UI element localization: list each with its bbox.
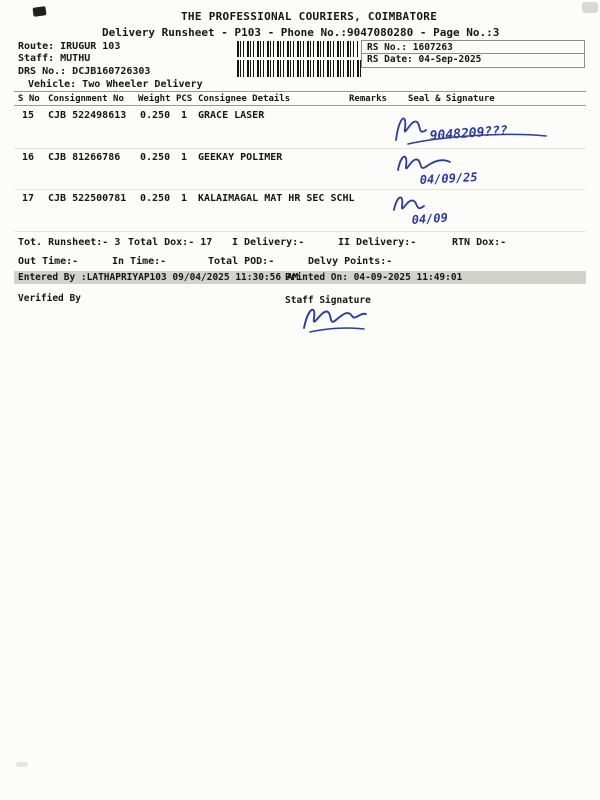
cell-pcs: 1 (181, 110, 188, 121)
summary-ii-delivery: II Delivery:- (338, 237, 417, 248)
scan-smudge-top-right (582, 2, 598, 13)
hand-note-text: 9048209??? (429, 123, 509, 144)
cell-consignment: CJB 522498613 (48, 110, 127, 121)
document-subtitle: Delivery Runsheet - P103 - Phone No.:9047080280 - Page No.:3 (102, 26, 500, 39)
barcode-icon (237, 60, 363, 77)
document-title: THE PROFESSIONAL COURIERS, COIMBATORE (181, 10, 438, 23)
scan-smudge-bottom-left (16, 762, 28, 767)
summary-total-dox: Total Dox:- 17 (128, 237, 213, 248)
entered-by-text: Entered By :LATHAPRIYAP103 09/04/2025 11:30:56 AM (18, 272, 299, 283)
cell-consignment: CJB 81266786 (48, 152, 121, 163)
summary-in-time: In Time:- (112, 256, 167, 267)
cell-weight: 0.250 (140, 193, 171, 204)
summary-total-pod: Total POD:- (208, 256, 275, 267)
scan-blot-mark (32, 6, 46, 17)
cell-consignee: GRACE LASER (198, 110, 265, 121)
cell-consignee: KALAIMAGAL MAT HR SEC SCHL (198, 193, 355, 204)
summary-delvy-points: Delvy Points:- (308, 256, 393, 267)
summary-tot-runsheet: Tot. Runsheet:- 3 (18, 237, 121, 248)
col-header-consignment: Consignment No (48, 94, 124, 104)
summary-out-time: Out Time:- (18, 256, 79, 267)
vehicle-line: Vehicle: Two Wheeler Delivery (28, 79, 203, 90)
hand-note-text: 04/09 (411, 210, 449, 227)
barcode-icon (237, 41, 358, 57)
cell-weight: 0.250 (140, 152, 171, 163)
cell-sno: 17 (22, 193, 35, 204)
cell-consignee: GEEKAY POLIMER (198, 152, 283, 163)
rs-no-line: RS No.: 1607263 (367, 42, 453, 53)
row-separator (14, 189, 586, 190)
table-top-rule (14, 91, 586, 92)
rs-info-box (361, 40, 585, 68)
drs-no-line: DRS No.: DCJB160726303 (18, 66, 151, 77)
cell-consignment: CJB 522500781 (48, 193, 127, 204)
cell-sno: 15 (22, 110, 35, 121)
verified-by-label: Verified By (18, 293, 81, 304)
col-header-pcs: PCS (176, 94, 193, 104)
col-header-sno: S No (18, 94, 40, 104)
col-header-seal: Seal & Signature (408, 94, 495, 104)
cell-sno: 16 (22, 152, 35, 163)
summary-rtn-dox: RTN Dox:- (452, 237, 507, 248)
summary-i-delivery: I Delivery:- (232, 237, 305, 248)
col-header-consignee: Consignee Details (198, 94, 291, 104)
staff-signature-mark (296, 300, 386, 344)
cell-pcs: 1 (181, 193, 188, 204)
route-line: Route: IRUGUR 103 (18, 41, 121, 52)
hand-note-text: 04/09/25 (419, 169, 478, 187)
staff-signature-label: Staff Signature (285, 295, 371, 306)
col-header-weight: Weight (138, 94, 171, 104)
cell-pcs: 1 (181, 152, 188, 163)
cell-weight: 0.250 (140, 110, 171, 121)
printed-on-text: Printed On: 04-09-2025 11:49:01 (285, 272, 463, 283)
rs-date-line: RS Date: 04-Sep-2025 (367, 54, 482, 65)
staff-line: Staff: MUTHU (18, 53, 91, 64)
signature-row-17 (386, 190, 496, 236)
table-bottom-rule (14, 231, 586, 232)
col-header-remarks: Remarks (349, 94, 387, 104)
